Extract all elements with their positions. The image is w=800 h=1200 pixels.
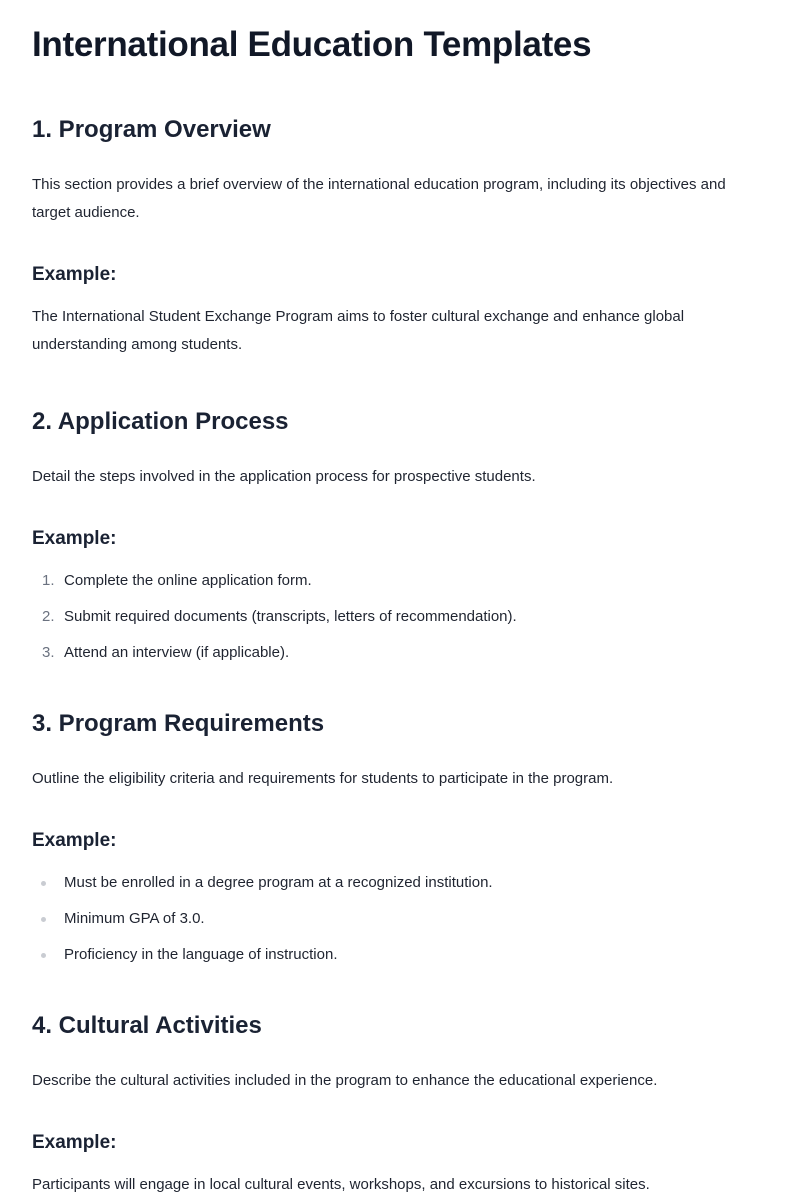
section-heading: 1. Program Overview xyxy=(32,116,271,143)
list-item-text: Attend an interview (if applicable). xyxy=(64,644,290,661)
list-item xyxy=(32,873,768,893)
section-description: Outline the eligibility criteria and requirements for students to participate in the program. xyxy=(32,770,614,787)
list-number: 3. xyxy=(42,644,55,661)
list-item-text: Complete the online application form. xyxy=(64,572,312,589)
list-item xyxy=(32,643,768,663)
section-application-process xyxy=(32,407,768,663)
section-heading: 3. Program Requirements xyxy=(32,710,325,737)
list-item-text: Proficiency in the language of instruction. xyxy=(64,946,338,963)
ordered-list xyxy=(32,571,768,663)
list-item xyxy=(32,607,768,627)
list-item xyxy=(32,945,768,965)
example-text: Participants will engage in local cultural events, workshops, and excursions to historical sites. xyxy=(32,1176,650,1193)
example-label: Example: xyxy=(32,1132,117,1153)
example-text: The International Student Exchange Program aims to foster cultural exchange and enhance global understanding among students. xyxy=(32,308,685,353)
bullet-icon xyxy=(41,881,46,886)
section-heading: 4. Cultural Activities xyxy=(32,1012,262,1039)
bullet-list xyxy=(32,873,768,965)
list-item xyxy=(32,571,768,591)
list-item-text: Minimum GPA of 3.0. xyxy=(64,910,205,927)
page-title: International Education Templates xyxy=(32,25,592,64)
list-item-text: Submit required documents (transcripts, letters of recommendation). xyxy=(64,608,517,625)
section-description: Describe the cultural activities included in the program to enhance the educational experience. xyxy=(32,1072,658,1089)
section-cultural-activities xyxy=(32,1011,768,1199)
bullet-icon xyxy=(41,917,46,922)
section-heading: 2. Application Process xyxy=(32,408,289,435)
list-item xyxy=(32,909,768,929)
list-number: 1. xyxy=(42,572,55,589)
bullet-icon xyxy=(41,953,46,958)
section-program-requirements xyxy=(32,709,768,965)
example-label: Example: xyxy=(32,528,117,549)
list-item-text: Must be enrolled in a degree program at a recognized institution. xyxy=(64,874,493,891)
section-program-overview xyxy=(32,115,768,359)
section-description: This section provides a brief overview of the international education program, including its objectives and target audience. xyxy=(32,176,726,221)
example-label: Example: xyxy=(32,264,117,285)
section-description: Detail the steps involved in the application process for prospective students. xyxy=(32,468,536,485)
example-label: Example: xyxy=(32,830,117,851)
list-number: 2. xyxy=(42,608,55,625)
